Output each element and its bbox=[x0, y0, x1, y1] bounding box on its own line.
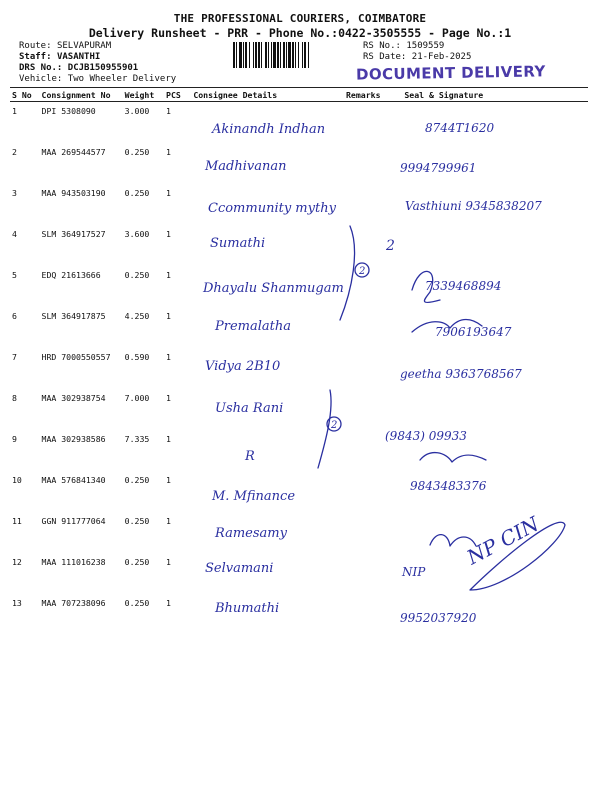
np-cin-mark: NP CIN bbox=[462, 511, 543, 570]
remarks bbox=[344, 266, 402, 307]
runsheet-title: Delivery Runsheet - PRR - Phone No.:0422-3505555 - Page No.:1 bbox=[88, 26, 512, 40]
table-row bbox=[10, 307, 588, 348]
vehicle-label: Vehicle: bbox=[19, 74, 63, 84]
seal-signature-6: 7906193647 bbox=[435, 325, 512, 339]
barcode-bar bbox=[265, 42, 267, 68]
weight: 0.250 bbox=[124, 147, 150, 157]
remarks bbox=[344, 225, 402, 266]
seal-signature bbox=[402, 553, 588, 594]
barcode-bar bbox=[280, 42, 281, 68]
consignee-signature-3: Ccommunity mythy bbox=[208, 201, 336, 216]
consignment-no: MAA 302938586 bbox=[41, 434, 106, 444]
table-row bbox=[10, 512, 588, 553]
col-header-remarks: Remarks bbox=[344, 88, 402, 102]
remarks bbox=[344, 143, 402, 184]
barcode bbox=[232, 42, 354, 68]
barcode-bar bbox=[233, 42, 235, 68]
consignment-no: MAA 302938754 bbox=[41, 393, 106, 403]
consignee-details bbox=[191, 184, 344, 225]
pcs: 1 bbox=[166, 557, 171, 567]
row-sno: 10 bbox=[12, 475, 22, 485]
weight: 7.000 bbox=[124, 393, 150, 403]
table-row bbox=[10, 553, 588, 594]
consignee-signature-2: Madhivanan bbox=[205, 159, 287, 174]
barcode-bar bbox=[243, 42, 244, 68]
seal-signature-12: NIP bbox=[402, 565, 426, 579]
seal-signature bbox=[402, 430, 588, 471]
seal-signature bbox=[402, 143, 588, 184]
rs-no-label: RS No.: bbox=[363, 41, 401, 51]
rs-date-label: RS Date: bbox=[363, 52, 407, 62]
company-title: THE PROFESSIONAL COURIERS, COIMBATORE bbox=[173, 12, 427, 25]
weight: 0.250 bbox=[124, 598, 150, 608]
rs-no-value: 1509559 bbox=[406, 41, 445, 51]
weight: 3.600 bbox=[124, 229, 150, 239]
row-sno: 3 bbox=[12, 188, 17, 198]
barcode-bar bbox=[261, 42, 262, 68]
col-header-consignee: Consignee Details bbox=[191, 88, 344, 102]
barcode-bar bbox=[249, 42, 250, 68]
barcode-bar bbox=[286, 42, 287, 68]
seal-signature bbox=[402, 348, 588, 389]
pcs: 1 bbox=[166, 434, 171, 444]
barcode-bar bbox=[253, 42, 254, 68]
col-header-seal-signature: Seal & Signature bbox=[402, 88, 588, 102]
remarks bbox=[344, 348, 402, 389]
remarks bbox=[344, 102, 402, 144]
seal-signature-5: 7339468894 bbox=[425, 279, 502, 293]
seal-signature-8: (9843) 09933 bbox=[385, 429, 467, 443]
barcode-bar bbox=[304, 42, 306, 68]
row-sno: 1 bbox=[12, 106, 17, 116]
remark-mark: 2 bbox=[386, 238, 395, 254]
seal-signature bbox=[402, 512, 588, 553]
remarks bbox=[344, 430, 402, 471]
barcode-bar bbox=[292, 42, 294, 68]
table-row bbox=[10, 143, 588, 184]
consignee-details bbox=[191, 430, 344, 471]
consignee-details bbox=[191, 512, 344, 553]
consignee-details bbox=[191, 594, 344, 635]
consignee-signature-9: R bbox=[245, 449, 255, 464]
table-header-row bbox=[10, 88, 588, 102]
consignee-details bbox=[191, 266, 344, 307]
barcode-bar bbox=[268, 42, 269, 68]
pcs: 1 bbox=[166, 229, 171, 239]
remarks bbox=[344, 512, 402, 553]
pcs: 1 bbox=[166, 106, 171, 116]
row-sno: 8 bbox=[12, 393, 17, 403]
seal-signature-10: 9843483376 bbox=[410, 479, 487, 493]
pcs: 1 bbox=[166, 147, 171, 157]
route-label: Route: bbox=[19, 41, 52, 51]
pcs: 1 bbox=[166, 311, 171, 321]
seal-signature-3: Vasthiuni 9345838207 bbox=[405, 199, 542, 213]
consignee-signature-10: M. Mfinance bbox=[212, 489, 296, 504]
consignment-no: HRD 7000550557 bbox=[41, 352, 111, 362]
consignment-no: MAA 707238096 bbox=[41, 598, 106, 608]
table-row bbox=[10, 389, 588, 430]
consignment-no: MAA 576841340 bbox=[41, 475, 106, 485]
table-row bbox=[10, 184, 588, 225]
consignment-no: MAA 269544577 bbox=[41, 147, 106, 157]
seal-signature-2: 9994799961 bbox=[400, 161, 477, 175]
barcode-bar bbox=[236, 42, 237, 68]
table-row bbox=[10, 225, 588, 266]
seal-signature bbox=[402, 266, 588, 307]
staff-label: Staff: bbox=[19, 52, 52, 62]
route-value: SELVAPURAM bbox=[56, 41, 112, 51]
table-row bbox=[10, 471, 588, 512]
consignee-signature-12: Selvamani bbox=[205, 561, 274, 576]
consignee-signature-7: Vidya 2B10 bbox=[205, 359, 281, 374]
consignment-no: GGN 911777064 bbox=[41, 516, 106, 526]
table-row bbox=[10, 102, 588, 144]
vehicle-value: Two Wheeler Delivery bbox=[67, 74, 177, 84]
row-sno: 2 bbox=[12, 147, 17, 157]
weight: 3.000 bbox=[124, 106, 150, 116]
seal-signature bbox=[402, 389, 588, 430]
consignee-details bbox=[191, 102, 344, 144]
pcs: 1 bbox=[166, 516, 171, 526]
consignee-details bbox=[191, 389, 344, 430]
pcs: 1 bbox=[166, 598, 171, 608]
barcode-bar bbox=[239, 42, 242, 68]
consignment-no: MAA 943503190 bbox=[41, 188, 106, 198]
row-sno: 11 bbox=[12, 516, 22, 526]
barcode-bar bbox=[273, 42, 276, 68]
weight: 0.250 bbox=[124, 475, 150, 485]
remarks bbox=[344, 184, 402, 225]
pcs: 1 bbox=[166, 352, 171, 362]
barcode-bar bbox=[277, 42, 279, 68]
barcode-bar bbox=[295, 42, 296, 68]
consignment-no: SLM 364917527 bbox=[41, 229, 106, 239]
weight: 0.250 bbox=[124, 516, 150, 526]
table-row bbox=[10, 594, 588, 635]
barcode-bar bbox=[271, 42, 272, 68]
weight: 0.250 bbox=[124, 270, 150, 280]
remarks bbox=[344, 594, 402, 635]
barcode-bar bbox=[258, 42, 260, 68]
row-sno: 12 bbox=[12, 557, 22, 567]
row-sno: 9 bbox=[12, 434, 17, 444]
table-row bbox=[10, 348, 588, 389]
consignee-signature-11: Ramesamy bbox=[215, 526, 287, 541]
col-header-consignment: Consignment No bbox=[40, 88, 123, 102]
runsheet-table bbox=[10, 87, 588, 635]
barcode-bar bbox=[283, 42, 285, 68]
consignment-no: MAA 111016238 bbox=[41, 557, 106, 567]
barcode-bar bbox=[308, 42, 309, 68]
remarks bbox=[344, 471, 402, 512]
row-sno: 5 bbox=[12, 270, 17, 280]
consignee-signature-4: Sumathi bbox=[210, 236, 266, 251]
row-sno: 6 bbox=[12, 311, 17, 321]
weight: 0.250 bbox=[124, 557, 150, 567]
table-row bbox=[10, 430, 588, 471]
seal-signature bbox=[402, 184, 588, 225]
seal-signature-1: 8744T1620 bbox=[425, 121, 495, 135]
staff-value: VASANTHI bbox=[56, 52, 101, 62]
pcs: 1 bbox=[166, 188, 171, 198]
seal-signature-13: 9952037920 bbox=[400, 611, 477, 625]
table-row bbox=[10, 266, 588, 307]
consignee-details bbox=[191, 553, 344, 594]
weight: 0.250 bbox=[124, 188, 150, 198]
row-sno: 7 bbox=[12, 352, 17, 362]
barcode-bar bbox=[245, 42, 247, 68]
weight: 0.590 bbox=[124, 352, 150, 362]
seal-signature bbox=[402, 102, 588, 144]
document-delivery-stamp: DOCUMENT DELIVERY bbox=[355, 62, 546, 84]
vehicle-line bbox=[19, 74, 176, 85]
weight: 4.250 bbox=[124, 311, 150, 321]
row-sno: 13 bbox=[12, 598, 22, 608]
barcode-bar bbox=[255, 42, 257, 68]
drs-label: DRS No.: bbox=[19, 63, 63, 73]
consignee-signature-8: Usha Rani bbox=[215, 401, 284, 416]
col-header-sno: S No bbox=[10, 88, 40, 102]
consignee-details bbox=[191, 307, 344, 348]
circle-mark-label-2: 2 bbox=[331, 420, 338, 431]
consignee-details bbox=[191, 225, 344, 266]
row-sno: 4 bbox=[12, 229, 17, 239]
remarks bbox=[344, 307, 402, 348]
consignee-details bbox=[191, 348, 344, 389]
consignment-no: DPI 5308090 bbox=[41, 106, 96, 116]
barcode-bar bbox=[288, 42, 291, 68]
seal-signature bbox=[402, 594, 588, 635]
seal-signature bbox=[402, 307, 588, 348]
barcode-bar bbox=[302, 42, 303, 68]
consignee-signature-13: Bhumathi bbox=[215, 601, 280, 616]
consignment-no: EDQ 21613666 bbox=[41, 270, 101, 280]
pcs: 1 bbox=[166, 475, 171, 485]
weight: 7.335 bbox=[124, 434, 150, 444]
seal-signature-7: geetha 9363768567 bbox=[400, 367, 522, 381]
drs-line bbox=[19, 63, 138, 74]
col-header-weight: Weight bbox=[123, 88, 164, 102]
consignee-signature-5: Dhayalu Shanmugam bbox=[203, 281, 344, 296]
pcs: 1 bbox=[166, 393, 171, 403]
barcode-bar bbox=[298, 42, 299, 68]
rs-no-line bbox=[363, 41, 444, 52]
consignment-no: SLM 364917875 bbox=[41, 311, 106, 321]
consignee-signature-1: Akinandh Indhan bbox=[212, 122, 326, 137]
consignee-details bbox=[191, 471, 344, 512]
staff-line bbox=[19, 52, 100, 63]
seal-signature bbox=[402, 225, 588, 266]
pcs: 1 bbox=[166, 270, 171, 280]
consignee-details bbox=[191, 143, 344, 184]
drs-value: DCJB150955901 bbox=[67, 63, 139, 73]
remarks bbox=[344, 389, 402, 430]
seal-signature bbox=[402, 471, 588, 512]
circle-mark-label-1: 2 bbox=[359, 266, 366, 277]
remarks bbox=[344, 553, 402, 594]
rs-date-line bbox=[363, 52, 471, 63]
consignee-signature-6: Premalatha bbox=[215, 319, 291, 334]
route-line bbox=[19, 41, 111, 52]
col-header-pcs: PCS bbox=[164, 88, 191, 102]
rs-date-value: 21-Feb-2025 bbox=[411, 52, 472, 62]
